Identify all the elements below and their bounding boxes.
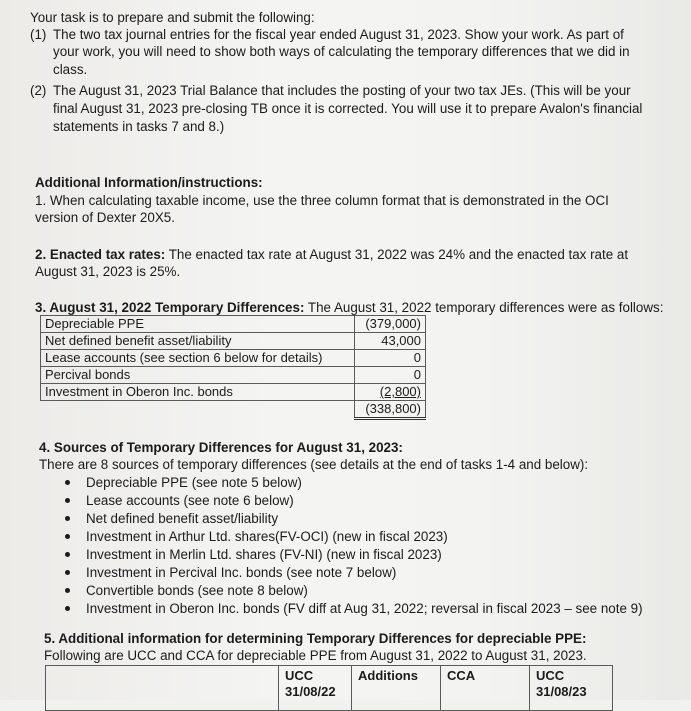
ucc-table [45,665,613,711]
additional-heading: Additional Information/instructions: [35,175,263,190]
table-row [41,333,426,350]
row-value: (379,000) [355,316,426,333]
bullet-icon [65,516,70,521]
source-item: Investment in Oberon Inc. bonds (FV diff at Aug 31, 2022; reversal in fiscal 2023 – see note 9) [86,601,643,616]
ucc-start-header: UCC 31/08/22 [279,666,352,711]
row-label: Investment in Oberon Inc. bonds [41,384,355,401]
temp-diff-table [40,315,426,420]
cca-header: CCA [441,666,530,711]
source-item: Investment in Arthur Ltd. shares(FV-OCI) (new in fiscal 2023) [86,529,448,544]
row-value: 0 [355,367,426,384]
bullet-icon [65,606,70,611]
source-item: Depreciable PPE (see note 5 below) [86,475,302,490]
bullet-icon [65,480,70,485]
table-row [41,350,426,367]
source-item: Investment in Percival Inc. bonds (see note 7 below) [86,565,397,580]
bullet-icon [65,498,70,503]
task-1-line-3: class. [53,62,88,77]
item-1-line-1: 1. When calculating taxable income, use the three column format that is demonstrated in the OCI [35,193,609,208]
row-label: Percival bonds [41,367,355,384]
row-value: (2,800) [355,384,426,401]
source-item: Lease accounts (see note 6 below) [86,493,294,508]
task-2-line-1: The August 31, 2023 Trial Balance that includes the posting of your two tax JEs. (This will be your [53,83,631,98]
item-2-line-1 [35,246,628,263]
item-5-heading: 5. Additional information for determining Temporary Differences for depreciable PPE: [44,631,587,646]
bullet-icon [65,534,70,539]
task-1-number: (1) [30,27,47,42]
intro-text: Your task is to prepare and submit the following: [30,10,315,25]
table-header-row [46,666,613,711]
task-2-line-2: final August 31, 2023 pre-closing TB once it is corrected. You will use it to prepare Avalon's financial [53,101,643,116]
source-item: Investment in Merlin Ltd. shares (FV-NI) (new in fiscal 2023) [86,547,442,562]
bullet-icon [65,570,70,575]
task-1-line-2: your work, you will need to show both ways of calculating the temporary differences that we did in [53,44,630,59]
row-label: Net defined benefit asset/liability [41,333,355,350]
additions-header: Additions [352,666,441,711]
source-item: Net defined benefit asset/liability [86,511,279,526]
item-5-intro: Following are UCC and CCA for depreciable PPE from August 31, 2022 to August 31, 2023. [44,648,587,663]
ucc-end-header: UCC 31/08/23 [530,666,613,711]
source-item: Convertible bonds (see note 8 below) [86,583,308,598]
row-value: 43,000 [355,333,426,350]
bullet-icon [65,552,70,557]
item-3-heading: 3. August 31, 2022 Temporary Differences: [35,300,305,315]
item-2-heading: 2. Enacted tax rates: [35,247,166,262]
total-value: (338,800) [355,401,426,419]
table-row [41,384,426,401]
item-3-line [35,299,663,316]
row-value: 0 [355,350,426,367]
row-label: Depreciable PPE [41,316,355,333]
blank-header-cell [46,666,279,711]
task-2-line-3: statements in tasks 7 and 8.) [53,119,225,134]
item-4-intro: There are 8 sources of temporary differences (see details at the end of tasks 1-4 and below): [39,457,589,472]
table-row [41,316,426,333]
row-label: Lease accounts (see section 6 below for details) [41,350,355,367]
task-1-line-1: The two tax journal entries for the fiscal year ended August 31, 2023. Show your work. As part of [53,27,624,42]
item-1-line-2: version of Dexter 20X5. [35,210,175,225]
item-3-text: The August 31, 2022 temporary differences were as follows: [304,300,664,315]
bullet-icon [65,588,70,593]
table-row [41,367,426,384]
item-4-heading: 4. Sources of Temporary Differences for August 31, 2023: [39,440,403,455]
task-2-number: (2) [30,83,47,98]
item-2-text: The enacted tax rate at August 31, 2022 was 24% and the enacted tax rate at [165,247,629,262]
table-total-row [41,401,426,419]
item-2-line-2: August 31, 2023 is 25%. [35,264,181,279]
